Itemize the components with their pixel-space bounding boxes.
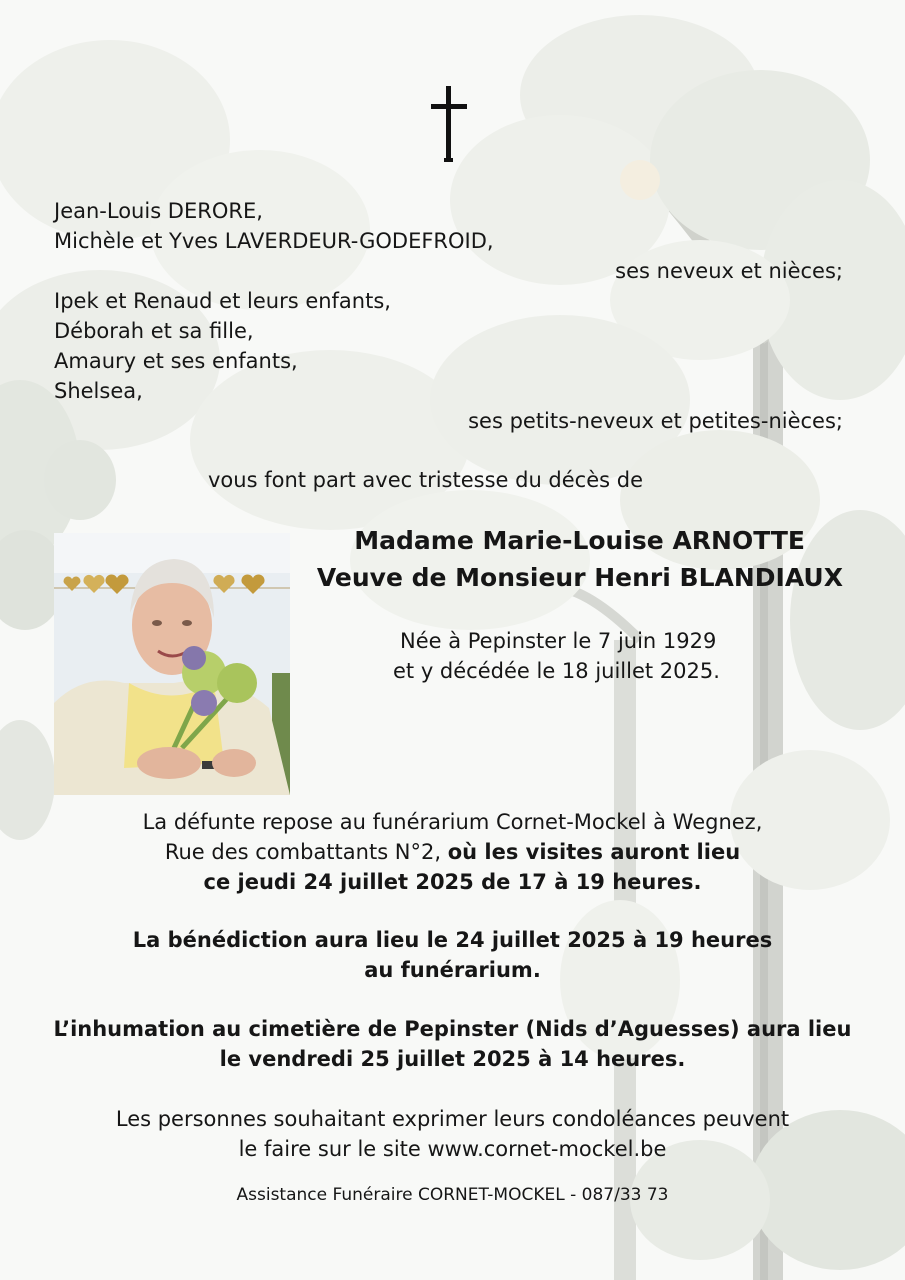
condolences-line: Les personnes souhaitant exprimer leurs condoléances peuvent (115, 1107, 790, 1131)
announcer-line: Shelsea, (54, 379, 143, 403)
intro-text: vous font part avec tristesse du décès de (208, 468, 644, 492)
announcer-line: Ipek et Renaud et leurs enfants, (54, 289, 391, 313)
announcer-line: Amaury et ses enfants, (54, 349, 298, 373)
announcer-line: Déborah et sa fille, (54, 319, 254, 343)
deceased-name: Madame Marie-Louise ARNOTTE (354, 526, 805, 555)
cross-icon (431, 86, 467, 162)
relation-label: ses neveux et nièces; (615, 259, 843, 283)
visitation-note: où les visites auront lieu (447, 840, 741, 864)
footer-contact: Assistance Funéraire CORNET-MOCKEL - 087/33 73 (236, 1185, 669, 1205)
visitation-time: ce jeudi 24 juillet 2025 de 17 à 19 heures. (203, 870, 702, 894)
visitation-line (0, 837, 905, 867)
death-info: et y décédée le 18 juillet 2025. (393, 659, 720, 683)
deceased-photo (54, 533, 290, 795)
birth-info: Née à Pepinster le 7 juin 1929 (400, 629, 717, 653)
burial-line: le vendredi 25 juillet 2025 à 14 heures. (219, 1047, 686, 1071)
condolences-line: le faire sur le site www.cornet-mockel.be (238, 1137, 667, 1161)
blessing-line: La bénédiction aura lieu le 24 juillet 2025 à 19 heures (132, 928, 773, 952)
relation-label: ses petits-neveux et petites-nièces; (468, 409, 843, 433)
visitation-line: La défunte repose au funérarium Cornet-Mockel à Wegnez, (142, 810, 763, 834)
blessing-line: au funérarium. (364, 958, 541, 982)
announcer-line: Jean-Louis DERORE, (54, 199, 263, 223)
visitation-address: Rue des combattants N°2, (164, 840, 448, 864)
deceased-spouse: Veuve de Monsieur Henri BLANDIAUX (316, 563, 843, 592)
burial-line: L’inhumation au cimetière de Pepinster (Nids d’Aguesses) aura lieu (53, 1017, 852, 1041)
announcer-line: Michèle et Yves LAVERDEUR-GODEFROID, (54, 229, 494, 253)
